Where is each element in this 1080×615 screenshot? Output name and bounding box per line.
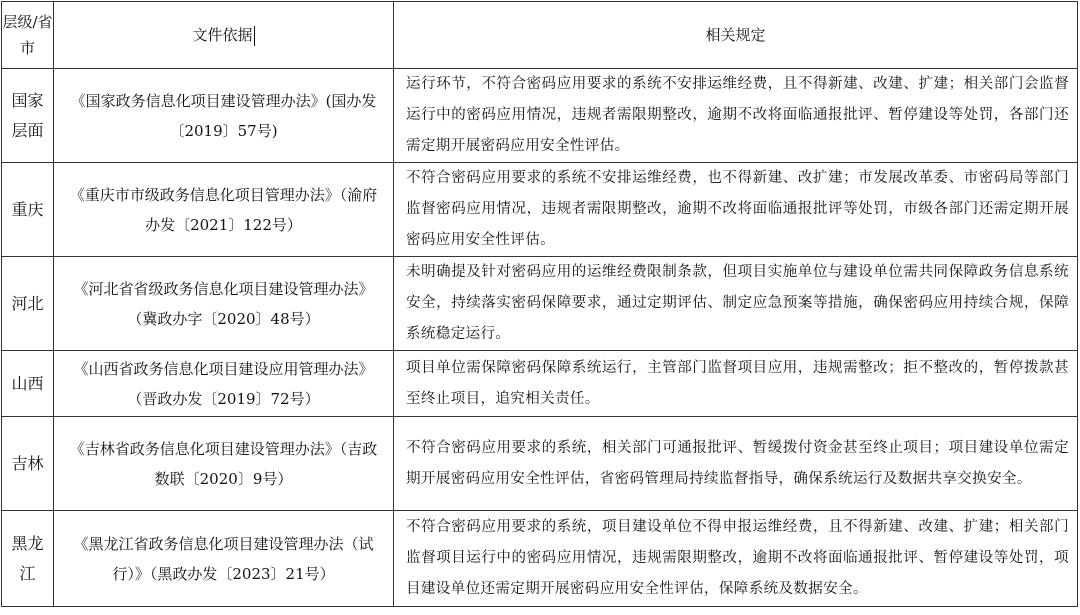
row-level: 河北: [2, 257, 54, 351]
header-level-label: 层级/省市: [2, 13, 53, 57]
row-basis: 《河北省省级政务信息化项目建设管理办法》（冀政办字〔2020〕48号）: [54, 257, 394, 351]
row-level: 重庆: [2, 163, 54, 257]
table-row: [2, 163, 1078, 257]
header-rules: [394, 2, 1078, 69]
row-rules: 项目单位需保障密码保障系统运行，主管部门监督项目应用，违规需整改；拒不整改的，暂停拨款甚至终止项目，追究相关责任。: [394, 351, 1078, 417]
row-basis: 《国家政务信息化项目建设管理办法》(国办发〔2019〕57号): [54, 69, 394, 163]
row-basis: 《吉林省政务信息化项目建设管理办法》（吉政数联〔2020〕9号）: [54, 417, 394, 511]
row-rules: 不符合密码应用要求的系统，项目建设单位不得申报运维经费，且不得新建、改建、扩建；相关部门监督项目运行中的密码应用情况，违规需限期整改，逾期不改将面临通报批评、暂停建设等处罚，项目建设单位还需定期开展密码应用安全性评估，保障系统及数据安全。: [394, 511, 1078, 607]
row-rules: 不符合密码应用要求的系统不安排运维经费，也不得新建、改扩建；市发展改革委、市密码局等部门监督密码应用情况，违规者需限期整改，逾期不改将面临通报批评等处罚，市级各部门还需定期开展密码应用安全性评估。: [394, 163, 1078, 257]
row-rules: 运行环节，不符合密码应用要求的系统不安排运维经费，且不得新建、改建、扩建；相关部门会监督运行中的密码应用情况，违规者需限期整改，逾期不改将面临通报批评、暂停建设等处罚，各部门还需定期开展密码应用安全性评估。: [394, 69, 1078, 163]
policy-table: [1, 1, 1078, 607]
text-cursor: [254, 26, 255, 46]
header-basis-label: 文件依据: [192, 26, 253, 44]
table-header-row: [2, 2, 1078, 69]
row-level: 吉林: [2, 417, 54, 511]
header-level: [2, 2, 54, 69]
row-rules: 未明确提及针对密码应用的运维经费限制条款，但项目实施单位与建设单位需共同保障政务信息系统安全，持续落实密码保障要求，通过定期评估、制定应急预案等措施，确保密码应用持续合规，保障系统稳定运行。: [394, 257, 1078, 351]
header-rules-label: 相关规定: [705, 26, 766, 44]
row-basis: 《重庆市市级政务信息化项目管理办法》（渝府办发〔2021〕122号）: [54, 163, 394, 257]
header-basis: [54, 2, 394, 69]
table-row: [2, 69, 1078, 163]
row-basis: 《山西省政务信息化项目建设应用管理办法》（晋政办发〔2019〕72号）: [54, 351, 394, 417]
row-level: 山西: [2, 351, 54, 417]
row-level: 国家层面: [2, 69, 54, 163]
row-rules: 不符合密码应用要求的系统，相关部门可通报批评、暂缓拨付资金甚至终止项目；项目建设单位需定期开展密码应用安全性评估，省密码管理局持续监督指导，确保系统运行及数据共享交换安全。: [394, 417, 1078, 511]
row-level: 黑龙江: [2, 511, 54, 607]
table-row: [2, 511, 1078, 607]
row-basis: 《黑龙江省政务信息化项目建设管理办法（试行）》（黑政办发〔2023〕21号）: [54, 511, 394, 607]
table-row: [2, 351, 1078, 417]
table-row: [2, 417, 1078, 511]
table-row: [2, 257, 1078, 351]
